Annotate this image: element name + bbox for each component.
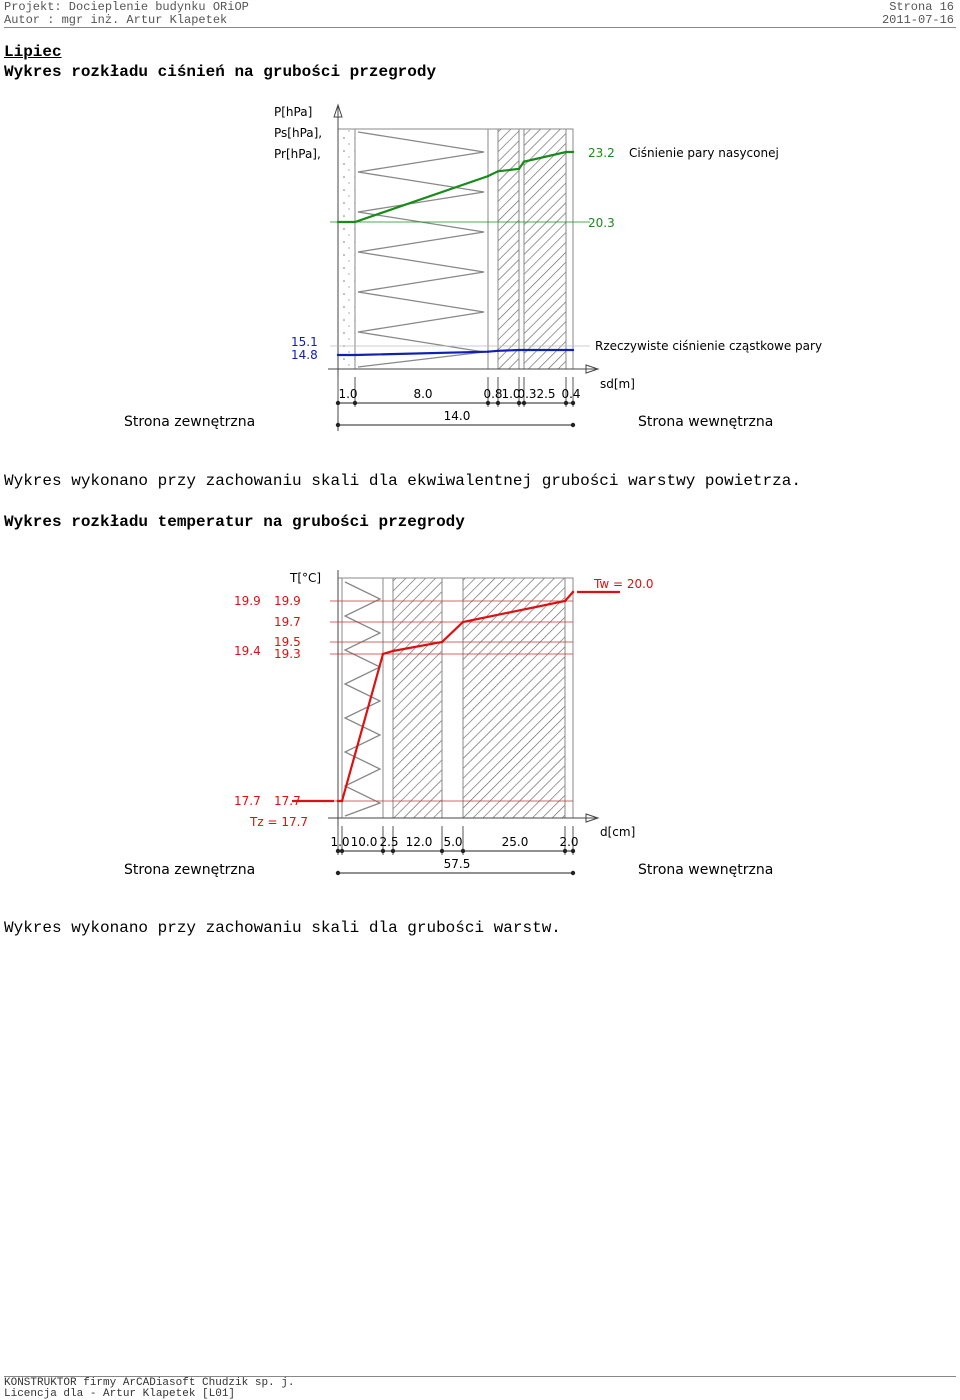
tick-label: 17.7 bbox=[274, 794, 301, 808]
layer-sd-label: 0.3 bbox=[517, 387, 537, 401]
data-point bbox=[462, 621, 465, 624]
layer-sd-label: 1.0 bbox=[338, 387, 358, 401]
end-value-label: 23.2 bbox=[588, 146, 615, 160]
data-point bbox=[354, 354, 356, 356]
x-axis-label: d[cm] bbox=[600, 825, 636, 839]
data-point bbox=[565, 151, 567, 153]
y-axis-label-1: P[hPa] bbox=[274, 105, 313, 119]
month-heading: Lipiec bbox=[4, 43, 62, 61]
series-name: Rzeczywiste ciśnienie cząstkowe pary bbox=[595, 339, 823, 353]
layer-d-label: 25.0 bbox=[501, 835, 529, 849]
data-point bbox=[572, 349, 574, 351]
header-line-2 bbox=[4, 13, 954, 28]
layer-d-label: 5.0 bbox=[443, 835, 463, 849]
dimension-node bbox=[336, 849, 340, 853]
layer-sd-label: 0.4 bbox=[561, 387, 581, 401]
dimension-node bbox=[486, 401, 490, 405]
end-value-label: 15.1 bbox=[291, 335, 318, 349]
total-d-label: 57.5 bbox=[443, 857, 471, 871]
data-point bbox=[523, 349, 525, 351]
dimension-node bbox=[391, 849, 395, 853]
outside-label: Strona zewnętrzna bbox=[124, 862, 256, 878]
dimension-node bbox=[340, 849, 344, 853]
tz-label: Tz = 17.7 bbox=[250, 815, 309, 829]
y-axis-label: T[°C] bbox=[290, 571, 322, 585]
data-point bbox=[337, 800, 340, 803]
layer-d-label: 2.5 bbox=[379, 835, 399, 849]
pressure-chart bbox=[0, 95, 960, 455]
date: 2011-07-16 bbox=[881, 13, 954, 27]
layer-sd-label: 1.0 bbox=[501, 387, 521, 401]
dimension-node bbox=[336, 401, 340, 405]
tw-label: Tw = 20.0 bbox=[594, 577, 654, 591]
dimension-node bbox=[336, 423, 340, 427]
footer-software: KONSTRUKTOR firmy ArCADiasoft Chudzik sp. j. bbox=[4, 1377, 295, 1389]
temperature-chart bbox=[0, 548, 960, 908]
y-axis-label-3: Pr[hPa], bbox=[274, 147, 321, 161]
project-name: Projekt: Docieplenie budynku ORiOP bbox=[4, 0, 249, 14]
data-point bbox=[341, 800, 344, 803]
dimension-node bbox=[336, 871, 340, 875]
tick-label: 19.3 bbox=[274, 647, 301, 661]
dimension-node bbox=[353, 401, 357, 405]
data-point bbox=[518, 349, 520, 351]
data-point bbox=[487, 350, 489, 352]
data-point bbox=[441, 641, 444, 644]
temperature-chart-title: Wykres rozkładu temperatur na grubości przegrody bbox=[4, 513, 465, 531]
inside-label: Strona wewnętrzna bbox=[638, 414, 774, 430]
page-number: Strona 16 bbox=[889, 0, 954, 14]
layer-d-label: 12.0 bbox=[405, 835, 433, 849]
data-point bbox=[354, 221, 356, 223]
data-point bbox=[564, 600, 567, 603]
total-sd-label: 14.0 bbox=[443, 409, 471, 423]
data-point bbox=[518, 168, 520, 170]
start-value-label: 20.3 bbox=[588, 216, 615, 230]
x-axis-label: sd[m] bbox=[600, 377, 635, 391]
data-point bbox=[523, 160, 525, 162]
layer-sd-label: 2.5 bbox=[536, 387, 556, 401]
dimension-node bbox=[496, 401, 500, 405]
temperature-chart-note: Wykres wykonano przy zachowaniu skali dla grubości warstw. bbox=[4, 919, 561, 937]
data-point bbox=[337, 221, 339, 223]
outside-label: Strona zewnętrzna bbox=[124, 414, 256, 430]
tick-label: 19.9 bbox=[274, 594, 301, 608]
layer-d-label: 1.0 bbox=[330, 835, 350, 849]
dimension-node bbox=[571, 849, 575, 853]
layer-d-label: 2.0 bbox=[559, 835, 579, 849]
data-point bbox=[572, 151, 574, 153]
dimension-node bbox=[522, 401, 526, 405]
tick-label: 19.5 bbox=[274, 635, 301, 649]
dimension-node bbox=[571, 401, 575, 405]
data-point bbox=[392, 650, 395, 653]
left-value-label: 19.9 bbox=[234, 594, 261, 608]
data-point bbox=[487, 175, 489, 177]
data-point bbox=[337, 354, 339, 356]
inside-label: Strona wewnętrzna bbox=[638, 862, 774, 878]
series-name: Ciśnienie pary nasyconej bbox=[629, 146, 779, 160]
layer-sd-label: 8.0 bbox=[413, 387, 433, 401]
dimension-node bbox=[571, 871, 575, 875]
layer-d-label: 10.0 bbox=[350, 835, 378, 849]
pressure-chart-title: Wykres rozkładu ciśnień na grubości przegrody bbox=[4, 63, 437, 81]
data-point bbox=[572, 591, 575, 594]
data-point bbox=[382, 653, 385, 656]
data-point bbox=[497, 350, 499, 352]
left-value-label: 19.4 bbox=[234, 644, 261, 658]
left-value-label: 17.7 bbox=[234, 794, 261, 808]
y-axis-label-2: Ps[hPa], bbox=[274, 126, 323, 140]
pressure-chart-note: Wykres wykonano przy zachowaniu skali dla ekwiwalentnej grubości warstwy powietrza. bbox=[4, 472, 801, 490]
layer-sd-label: 0.8 bbox=[483, 387, 503, 401]
dimension-node bbox=[563, 849, 567, 853]
dimension-node bbox=[381, 849, 385, 853]
author: Autor : mgr inż. Artur Klapetek bbox=[4, 13, 228, 27]
data-point bbox=[497, 170, 499, 172]
dimension-node bbox=[440, 849, 444, 853]
dimension-node bbox=[571, 423, 575, 427]
start-value-label: 14.8 bbox=[291, 348, 318, 362]
dimension-node bbox=[461, 849, 465, 853]
dimension-node bbox=[517, 401, 521, 405]
header-divider bbox=[4, 27, 956, 28]
tick-label: 19.7 bbox=[274, 615, 301, 629]
data-point bbox=[565, 349, 567, 351]
dimension-node bbox=[564, 401, 568, 405]
footer-license: Licencja dla - Artur Klapetek [L01] bbox=[4, 1388, 236, 1400]
